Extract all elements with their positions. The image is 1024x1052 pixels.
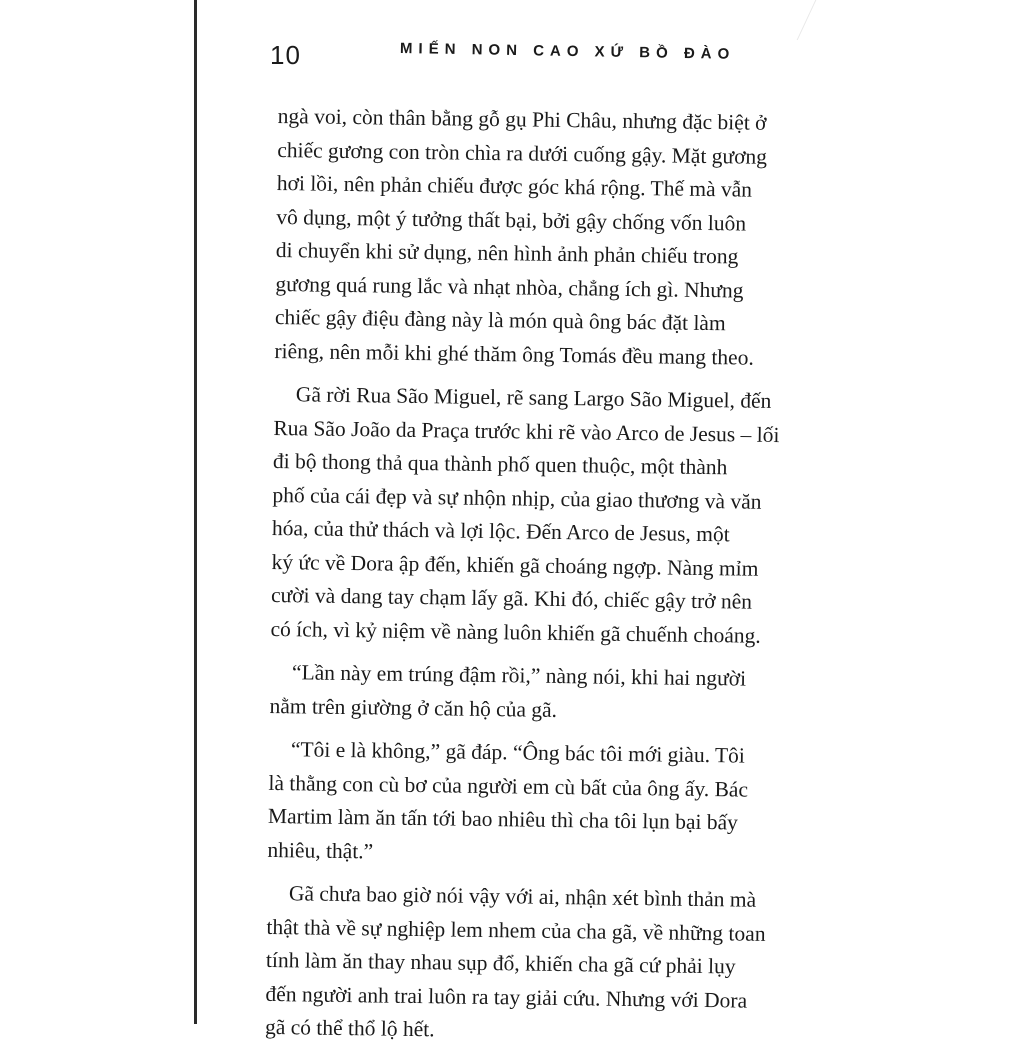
- page-gutter-edge: [194, 0, 197, 1024]
- text-line: gã có thể thổ lộ hết.: [264, 1014, 435, 1042]
- page-corner-shadow: [797, 0, 847, 40]
- text-line: tính làm ăn thay nhau sụp đổ, khiến cha gã cứ phải lụy: [265, 947, 736, 979]
- text-line: chiếc gương con tròn chìa ra dưới cuống gậy. Mặt gương: [277, 137, 768, 169]
- paragraph-4: [267, 733, 799, 874]
- text-line: Gã chưa bao giờ nói vậy với ai, nhận xét bình thản mà: [288, 881, 757, 912]
- body-text: [265, 100, 808, 1052]
- text-line: đi bộ thong thả qua thành phố quen thuộc, một thành: [272, 448, 728, 480]
- text-line: ký ức về Dora ập đến, khiến gã choáng ngợp. Nàng mỉm: [271, 549, 759, 581]
- text-line: có ích, vì kỷ niệm về nàng luôn khiến gã chuếnh choáng.: [270, 616, 761, 648]
- text-line: ngà voi, còn thân bằng gỗ gụ Phi Châu, nhưng đặc biệt ở: [277, 103, 767, 135]
- text-line: nằm trên giường ở căn hộ của gã.: [269, 693, 558, 722]
- text-line: đến người anh trai luôn ra tay giải cứu. Nhưng với Dora: [265, 981, 748, 1013]
- text-line: Gã rời Rua São Miguel, rẽ sang Largo São Miguel, đến: [295, 382, 772, 413]
- paragraph-5: [265, 877, 797, 1052]
- paragraph-1: [274, 100, 808, 375]
- text-line: hơi lồi, nên phản chiếu được góc khá rộng. Thế mà vẫn: [276, 170, 753, 202]
- text-line: Rua São João da Praça trước khi rẽ vào Arco de Jesus – lối: [273, 415, 780, 447]
- text-line: phố của cái đẹp và sự nhộn nhịp, của giao thương và văn: [272, 482, 762, 514]
- text-line: Martim làm ăn tấn tới bao nhiêu thì cha tôi lụn bại bấy: [267, 803, 739, 835]
- paragraph-3: [269, 656, 800, 730]
- text-line: nhiêu, thật.”: [267, 837, 374, 863]
- text-line: riêng, nên mỗi khi ghé thăm ông Tomás đều mang theo.: [274, 338, 754, 370]
- text-line: là thằng con cù bơ của người em cù bất của ông ấy. Bác: [268, 770, 749, 802]
- text-line: “Tôi e là không,” gã đáp. “Ông bác tôi mới giàu. Tôi: [290, 737, 746, 768]
- text-line: cười và dang tay chạm lấy gã. Khi đó, chiếc gậy trở nên: [270, 582, 753, 614]
- text-line: di chuyển khi sử dụng, nên hình ảnh phản chiếu trong: [275, 237, 739, 269]
- text-line: gương quá rung lắc và nhạt nhòa, chẳng ích gì. Nhưng: [275, 271, 744, 303]
- text-line: hóa, của thử thách và lợi lộc. Đến Arco de Jesus, một: [271, 515, 730, 547]
- text-line: vô dụng, một ý tưởng thất bại, bởi gậy chống vốn luôn: [276, 204, 747, 236]
- page-number: 10: [270, 40, 301, 70]
- paragraph-2: [270, 378, 804, 653]
- text-line: “Lần này em trúng đậm rồi,” nàng nói, khi hai người: [291, 660, 747, 691]
- running-title: MIẾN NON CAO XỨ BỒ ĐÀO: [399, 40, 736, 63]
- text-line: thật thà về sự nghiệp lem nhem của cha gã, về những toan: [266, 914, 766, 946]
- text-line: chiếc gậy điệu đàng này là món quà ông bác đặt làm: [274, 304, 726, 336]
